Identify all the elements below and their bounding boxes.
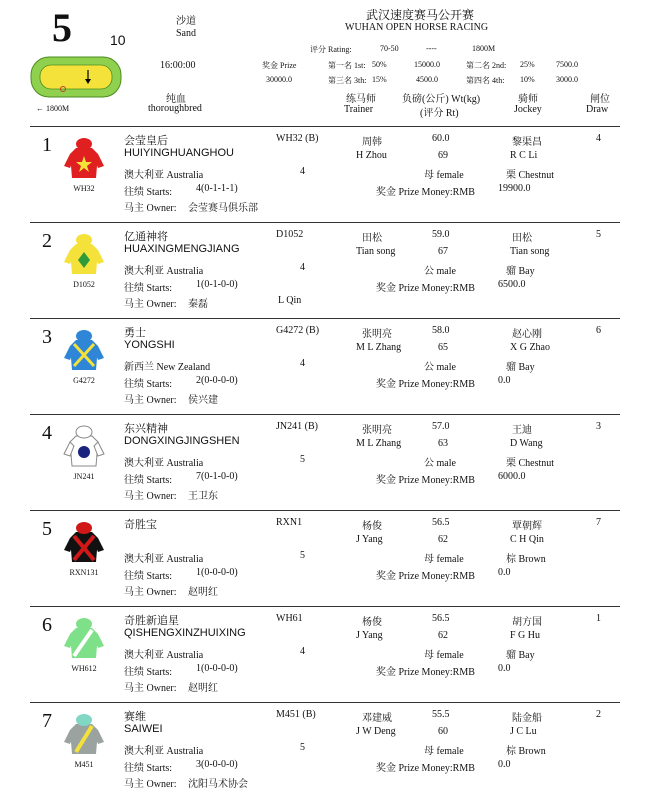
trainer-en: J Yang [356,534,383,545]
prize-2nd-pct: 25% [520,60,535,69]
race-number: 5 [52,5,72,50]
trainer-cn: 邓建威 [362,713,392,724]
owner-label: 马主 Owner: [124,779,177,790]
prize-money-value: 19900.0 [498,183,531,194]
horse-colour: 栗 Chestnut [506,170,555,181]
runner-number: 4 [42,422,52,444]
horse-name-cn: 会莹皇后 [124,135,168,147]
prize-money-value: 6500.0 [498,279,526,290]
horse-code: WH61 [276,613,303,624]
jockey-silk-icon [62,328,106,374]
horse-colour: 骝 Bay [506,362,535,373]
horse-name-cn: 奇胜新追星 [124,615,179,627]
jockey-en: D Wang [510,438,543,449]
runner-row [0,222,646,316]
row-divider [30,702,620,703]
prize-4th-amt: 3000.0 [556,75,578,84]
trainer-en: Tian song [356,246,396,257]
owner-name: 会莹赛马俱乐部 [188,203,258,214]
horse-name-cn: 奇胜宝 [124,519,157,531]
col-trainer-en: Trainer [344,104,374,115]
draw: 2 [596,709,601,720]
horse-code: JN241 (B) [276,421,318,432]
horse-age: 5 [300,742,305,753]
race-title-cn: 武汉速度赛马公开赛 [366,8,475,22]
owner-label: 马主 Owner: [124,299,177,310]
jockey-silk-icon [62,616,106,662]
col-draw-cn: 闸位 [590,94,610,105]
horse-colour: 骝 Bay [506,266,535,277]
horse-code: RXN1 [276,517,303,528]
jockey-silk-icon [62,520,106,566]
owner-name: 赵明红 [188,683,218,694]
prize-money-label: 奖金 Prize Money:RMB [376,475,475,486]
runner-row [0,414,646,508]
surface-cn: 沙道 [176,16,196,27]
race-distance: 1800M [472,44,496,53]
rating: 67 [438,246,448,257]
prize-money-label: 奖金 Prize Money:RMB [376,283,475,294]
starts-value: 2(0-0-0-0) [196,375,238,386]
horse-age: 5 [300,550,305,561]
weight: 58.0 [432,325,450,336]
horse-origin: 澳大利亚 Australia [124,458,204,469]
row-divider [30,222,620,223]
prize-3rd-pct: 15% [372,75,387,84]
jockey-en: F G Hu [510,630,541,641]
row-divider [30,510,620,511]
jockey-silk-icon [62,424,106,470]
starts-value: 1(0-1-0-0) [196,279,238,290]
sex: 公 male [424,362,456,373]
runners-count: 10 [110,32,126,48]
horse-colour: 棕 Brown [506,746,546,757]
rating-dash: ---- [426,44,437,53]
starts-label: 往绩 Starts: [124,187,173,198]
horse-age: 4 [300,262,305,273]
track-distance: 1800M [46,104,70,113]
jockey-cn: 田松 [512,233,532,244]
trainer-cn: 杨俊 [362,617,382,628]
prize-money-value: 6000.0 [498,471,526,482]
prize-3rd-amt: 4500.0 [416,75,438,84]
starts-label: 往绩 Starts: [124,475,173,486]
horse-name-en: SAIWEI [124,723,163,735]
draw: 4 [596,133,601,144]
horse-name-cn: 赛维 [124,711,146,723]
horse-name-en: HUAXINGMENGJIANG [124,243,240,255]
row-divider [30,126,620,127]
sex: 母 female [424,746,464,757]
horse-name-en: HUIYINGHUANGHOU [124,147,235,159]
prize-money-value: 0.0 [498,375,511,386]
row-divider [30,606,620,607]
owner-extra: L Qin [278,295,302,306]
prize-3rd-label: 第三名 3th: [328,76,367,85]
trainer-en: J W Deng [356,726,396,737]
starts-label: 往绩 Starts: [124,283,173,294]
prize-2nd-label: 第二名 2nd: [466,61,507,70]
starts-value: 1(0-0-0-0) [196,567,238,578]
sex: 母 female [424,650,464,661]
prize-money-label: 奖金 Prize Money:RMB [376,667,475,678]
owner-label: 马主 Owner: [124,587,177,598]
silk-code: JN241 [73,472,95,481]
prize-money-label: 奖金 Prize Money:RMB [376,763,475,774]
trainer-en: M L Zhang [356,342,402,353]
surface-en: Sand [176,28,196,39]
starts-label: 往绩 Starts: [124,571,173,582]
trainer-cn: 杨俊 [362,521,382,532]
horse-code: M451 (B) [276,709,316,720]
runner-number: 7 [42,710,52,732]
runner-number: 1 [42,134,52,156]
jockey-en: Tian song [510,246,550,257]
prize-label: 奖金 Prize [262,61,297,70]
weight: 55.5 [432,709,450,720]
prize-4th-label: 第四名 4th: [466,76,505,85]
runner-row [0,510,646,604]
silk-code: WH32 [73,184,95,193]
runner-row [0,318,646,412]
col-weight: 负磅(公斤) Wt(kg) [402,94,481,105]
owner-name: 王卫东 [188,491,218,502]
silk-code: RXN131 [69,568,99,577]
sex: 公 male [424,458,456,469]
silk-code: M451 [74,760,94,769]
horse-origin: 新西兰 New Zealand [124,362,211,373]
trainer-cn: 张明亮 [362,329,392,340]
draw: 5 [596,229,601,240]
jockey-silk-icon [62,712,106,758]
horse-origin: 澳大利亚 Australia [124,746,204,757]
starts-label: 往绩 Starts: [124,667,173,678]
trainer-en: H Zhou [356,150,387,161]
owner-label: 马主 Owner: [124,491,177,502]
horse-name-en: DONGXINGJINGSHEN [124,435,240,447]
trainer-en: M L Zhang [356,438,402,449]
owner-label: 马主 Owner: [124,683,177,694]
jockey-cn: 胡方国 [512,617,542,628]
prize-money-value: 0.0 [498,759,511,770]
prize-2nd-amt: 7500.0 [556,60,578,69]
starts-label: 往绩 Starts: [124,763,173,774]
trainer-cn: 周韩 [362,137,382,148]
horse-colour: 栗 Chestnut [506,458,555,469]
horse-origin: 澳大利亚 Australia [124,650,204,661]
rating: 60 [438,726,448,737]
breed-en: thoroughbred [148,103,202,114]
jockey-silk-icon [62,232,106,278]
runner-number: 3 [42,326,52,348]
col-trainer-cn: 练马师 [346,94,376,105]
horse-age: 4 [300,166,305,177]
jockey-cn: 陆金船 [512,713,542,724]
rating: 65 [438,342,448,353]
owner-name: 沈阳马术协会 [188,779,248,790]
trainer-cn: 田松 [362,233,382,244]
rating-value: 70-50 [380,44,399,53]
horse-code: WH32 (B) [276,133,319,144]
prize-money-value: 0.0 [498,567,511,578]
owner-name: 赵明红 [188,587,218,598]
race-time: 16:00:00 [160,60,196,71]
prize-money-label: 奖金 Prize Money:RMB [376,379,475,390]
prize-money-value: 0.0 [498,663,511,674]
starts-value: 3(0-0-0-0) [196,759,238,770]
horse-code: G4272 (B) [276,325,320,336]
weight: 60.0 [432,133,450,144]
jockey-en: X G Zhao [510,342,550,353]
race-title-en: WUHAN OPEN HORSE RACING [345,22,489,33]
owner-name: 秦磊 [188,299,208,310]
col-jockey-cn: 骑师 [518,94,538,105]
prize-money-label: 奖金 Prize Money:RMB [376,571,475,582]
draw: 7 [596,517,601,528]
trainer-en: J Yang [356,630,383,641]
horse-origin: 澳大利亚 Australia [124,170,204,181]
breed-cn: 纯血 [166,94,186,105]
weight: 56.5 [432,517,450,528]
draw: 6 [596,325,601,336]
weight: 56.5 [432,613,450,624]
jockey-cn: 覃朝辉 [512,521,542,532]
horse-origin: 澳大利亚 Australia [124,266,204,277]
prize-money-label: 奖金 Prize Money:RMB [376,187,475,198]
runner-row [0,702,646,796]
prize-4th-pct: 10% [520,75,535,84]
runner-row [0,126,646,220]
rating-label: 评分 Rating: [310,45,352,54]
starts-value: 1(0-0-0-0) [196,663,238,674]
prize-1st-pct: 50% [372,60,387,69]
runner-number: 5 [42,518,52,540]
row-divider [30,318,620,319]
col-jockey-en: Jockey [514,104,542,115]
draw: 1 [596,613,601,624]
rating: 63 [438,438,448,449]
trainer-cn: 张明亮 [362,425,392,436]
track-map [28,54,124,104]
jockey-en: R C Li [510,150,538,161]
horse-age: 4 [300,358,305,369]
horse-name-en: YONGSHI [124,339,175,351]
owner-label: 马主 Owner: [124,203,177,214]
row-divider [30,414,620,415]
horse-age: 5 [300,454,305,465]
sex: 母 female [424,554,464,565]
horse-name-en: QISHENGXINZHUIXING [124,627,246,639]
sex: 母 female [424,170,464,181]
rating: 62 [438,630,448,641]
weight: 57.0 [432,421,450,432]
draw: 3 [596,421,601,432]
prize-1st-label: 第一名 1st: [328,61,366,70]
prize-total: 30000.0 [266,75,292,84]
runner-row [0,606,646,700]
horse-colour: 棕 Brown [506,554,546,565]
rating: 69 [438,150,448,161]
horse-name-cn: 亿通神将 [124,231,168,243]
silk-code: D1052 [73,280,95,289]
col-draw-en: Draw [586,104,609,115]
horse-name-cn: 勇士 [124,327,146,339]
horse-name-cn: 东兴精神 [124,423,168,435]
starts-label: 往绩 Starts: [124,379,173,390]
horse-origin: 澳大利亚 Australia [124,554,204,565]
arrow-left-icon: ← [36,104,44,113]
jockey-cn: 赵心刚 [512,329,542,340]
jockey-en: J C Lu [510,726,537,737]
jockey-cn: 王迪 [512,425,532,436]
horse-code: D1052 [276,229,304,240]
prize-1st-amt: 15000.0 [414,60,440,69]
jockey-silk-icon [62,136,106,182]
sex: 公 male [424,266,456,277]
jockey-cn: 黎渠昌 [512,137,542,148]
silk-code: WH612 [71,664,97,673]
starts-value: 4(0-1-1-1) [196,183,238,194]
owner-name: 侯兴建 [188,395,218,406]
horse-colour: 骝 Bay [506,650,535,661]
silk-code: G4272 [73,376,95,385]
runner-number: 6 [42,614,52,636]
rating: 62 [438,534,448,545]
runner-number: 2 [42,230,52,252]
horse-age: 4 [300,646,305,657]
owner-label: 马主 Owner: [124,395,177,406]
track-distance-label [36,104,69,113]
starts-value: 7(0-1-0-0) [196,471,238,482]
weight: 59.0 [432,229,450,240]
col-rating: (评分 Rt) [420,108,459,119]
jockey-en: C H Qin [510,534,544,545]
